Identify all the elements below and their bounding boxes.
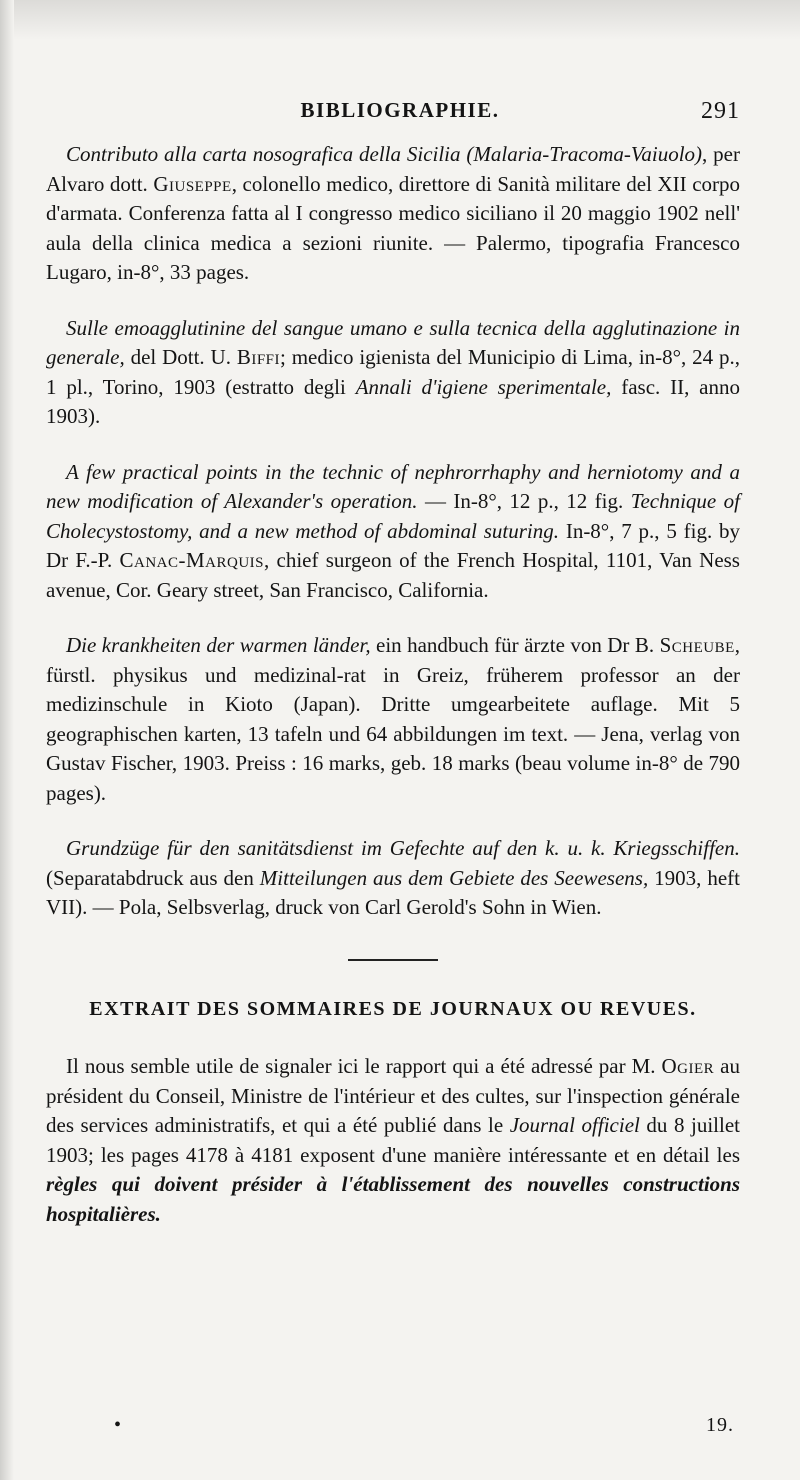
page-left-shadow — [0, 0, 14, 1480]
running-head-title: BIBLIOGRAPHIE. — [300, 98, 500, 122]
bibliography-entry-1 — [46, 140, 740, 288]
entry-text: del Dott. U. — [124, 345, 237, 369]
bibliography-entry-3 — [46, 458, 740, 606]
footer-mark: • — [114, 1414, 122, 1436]
entry-text: , colonello medico, direttore di Sanità militare del XII corpo d'armata. Conferenza fatta al I congresso medico siciliano il 20 maggio 1902 nell' aula della clinica medica a sezioni riunite. — Palermo, tipografia Francesco Lugaro, in-8°, 33 pages. — [46, 171, 741, 284]
entry-text: 1903, heft VII). — Pola, Selbsverlag, druck von Carl Gerold's Sohn in Wien. — [46, 865, 740, 919]
paragraph-text: du 8 juillet 1903; les pages 4178 à 4181 exposent d'une manière intéressante et en détail les — [46, 1113, 740, 1167]
page-footer — [60, 1414, 740, 1444]
journal-title: Journal officiel — [509, 1113, 640, 1137]
entry-text: In-8°, 7 p., 5 fig. by Dr F.-P. — [46, 518, 740, 572]
emphasized-text: règles qui doivent présider à l'établissement des nouvelles constructions hospitalières. — [46, 1172, 740, 1226]
entry-title: Die krankheiten der warmen länder, — [66, 633, 371, 657]
entry-text: — In-8°, 12 p., 12 fig. — [417, 489, 631, 513]
section-divider — [348, 959, 438, 961]
page-number: 291 — [701, 98, 740, 124]
entry-title: Grundzüge für den sanitätsdienst im Gefechte auf den k. u. k. Kriegsschiffen. — [66, 836, 740, 860]
page-top-shadow — [0, 0, 800, 40]
author-name: Biffi — [236, 345, 280, 369]
page-body — [46, 140, 740, 1229]
author-name: Scheube — [659, 633, 735, 657]
entry-title: A few practical points in the technic of nephrorrhaphy and herniotomy and a new modification of Alexander's operation. — [46, 459, 740, 513]
paragraph-text: au président du Conseil, Ministre de l'intérieur et des cultes, sur l'inspection générale des services administratifs, et qui a été publié dans le — [46, 1054, 740, 1137]
bibliography-entry-2 — [46, 314, 740, 432]
journal-title: Mitteilungen aus dem Gebiete des Seewesens, — [259, 865, 649, 890]
entry-text: fasc. II, anno 1903). — [46, 374, 741, 428]
journal-title: Annali d'igiene sperimentale, — [355, 374, 612, 399]
entry-title: Contributo alla carta nosografica della Sicilia (Malaria-Tracoma-Vaiuolo) — [66, 142, 703, 166]
entry-text: ein handbuch für ärzte von Dr B. — [370, 633, 660, 657]
entry-text: (Separatabdruck aus den — [46, 865, 260, 890]
paragraph-text: Il nous semble utile de signaler ici le rapport qui a été adressé par M. — [66, 1054, 662, 1078]
signature-mark: 19. — [706, 1414, 734, 1436]
entry-text: ; medico igienista del Municipio di Lima, in-8°, 24 p., 1 pl., Torino, 1903 (estratto degli — [46, 345, 741, 399]
section-heading: EXTRAIT DES SOMMAIRES DE JOURNAUX OU REVUES. — [89, 997, 697, 1020]
entry-text: , per Alvaro dott. — [46, 142, 740, 196]
running-head — [60, 98, 740, 132]
author-name: Canac-Marquis — [119, 548, 265, 572]
author-name: Giuseppe — [153, 171, 232, 196]
entry-text: , chief surgeon of the French Hospital, 1101, Van Ness avenue, Cor. Geary street, San Francisco, California. — [46, 548, 740, 602]
bibliography-entry-5 — [46, 834, 740, 923]
section-paragraph — [46, 1052, 740, 1229]
entry-title: Sulle emoagglutinine del sangue umano e sulla tecnica della agglutinazione in generale, — [46, 315, 740, 369]
entry-subtitle: Technique of Cholecystostomy, and a new method of abdominal suturing. — [46, 489, 740, 543]
person-name: Ogier — [661, 1054, 715, 1078]
bibliography-entry-4 — [46, 631, 740, 808]
entry-text: , fürstl. physikus und medizinal-rat in Greiz, früherem professor an der medizinschule in Kioto (Japan). Dritte umgearbeitete auflage. Mit 5 geographischen karten, 13 tafeln und 64 abbildungen im text. — Jena, verlag von Gustav Fischer, 1903. Preiss : 16 marks, geb. 18 marks (beau volume in-8° de 790 pages). — [46, 633, 740, 805]
